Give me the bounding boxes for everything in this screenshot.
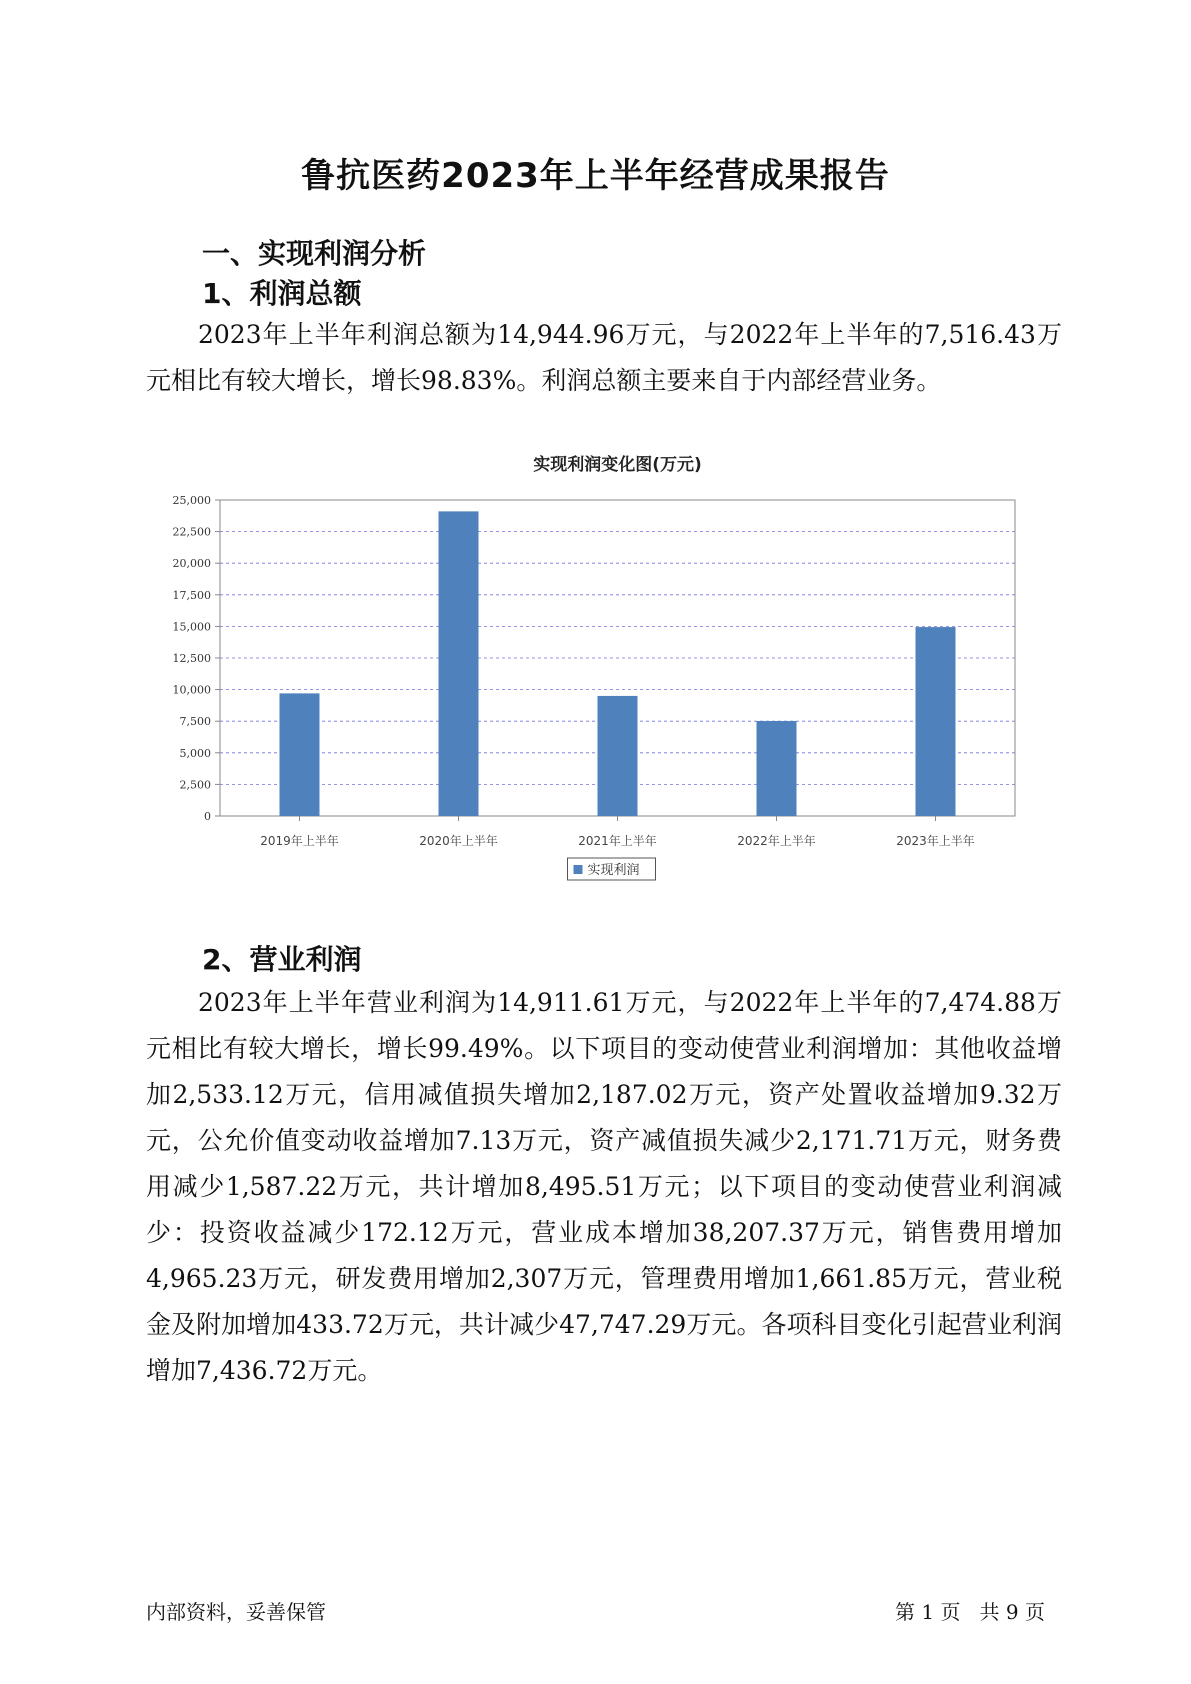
paragraph-operating-profit: 2023年上半年营业利润为14,911.61万元，与2022年上半年的7,474.88万元相比有较大增长，增长99.49%。以下项目的变动使营业利润增加：其他收益增加2,533.12万元，信用减值损失增加2,187.02万元，资产处置收益增加9.32万元，公允价值变动收益增加7.13万元，资产减值损失减少2,171.71万元，财务费用减少1,587.22万元，共计增加8,495.51万元；以下项目的变动使营业利润减少：投资收益减少172.12万元，营业成本增加38,207.37万元，销售费用增加4,965.23万元，研发费用增加2,307万元，管理费用增加1,661.85万元，营业税金及附加增加433.72万元，共计减少47,747.29万元。各项科目变化引起营业利润增加7,436.72万元。 [146,988,1062,1385]
y-tick-label: 12,500 [172,652,211,665]
chart-title: 实现利润变化图(万元) [533,455,702,475]
subsection-heading-operating-profit: 2、营业利润 [202,943,362,976]
y-tick-label: 17,500 [172,588,211,602]
x-tick-label: 2019年上半年 [260,834,339,848]
y-tick-label: 22,500 [172,525,211,539]
section-heading: 一、实现利润分析 [202,237,427,270]
bar [439,511,479,816]
x-tick-label: 2021年上半年 [578,834,657,848]
profit-bar-chart [140,450,1040,910]
x-tick-label: 2022年上半年 [737,834,816,848]
subsection-heading-profit-total: 1、利润总额 [202,277,362,310]
y-tick-label: 0 [204,810,211,823]
y-tick-label: 15,000 [172,620,211,634]
legend-label: 实现利润 [587,863,640,878]
bar [280,693,320,816]
page-title: 鲁抗医药2023年上半年经营成果报告 [301,156,890,196]
legend-swatch [574,865,583,874]
y-tick-label: 2,500 [179,778,211,792]
footer-confidential: 内部资料，妥善保管 [146,1600,326,1624]
bar [916,627,956,816]
x-tick-label: 2023年上半年 [896,834,975,848]
y-tick-label: 20,000 [172,557,211,571]
bar [757,721,797,816]
y-tick-label: 25,000 [172,494,211,507]
bar [598,696,638,816]
footer-page-number: 第 1 页 共 9 页 [895,1600,1045,1624]
paragraph-profit-total: 2023年上半年利润总额为14,944.96万元，与2022年上半年的7,516.43万元相比有较大增长，增长98.83%。利润总额主要来自于内部经营业务。 [146,320,1062,395]
y-tick-label: 10,000 [172,683,211,697]
y-tick-label: 5,000 [179,746,211,760]
y-tick-label: 7,500 [179,715,211,729]
x-tick-label: 2020年上半年 [419,834,498,848]
